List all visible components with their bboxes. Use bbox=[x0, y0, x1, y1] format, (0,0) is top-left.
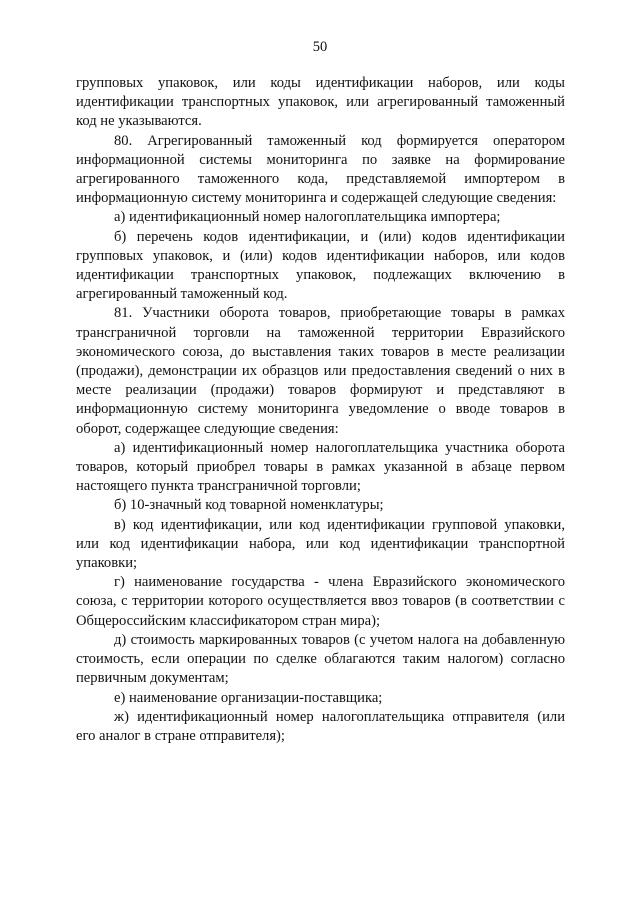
paragraph-item-81-b: б) 10-значный код товарной номенклатуры; bbox=[114, 497, 384, 514]
page-number: 50 bbox=[312, 39, 328, 55]
paragraph-item-81-zh: ж) идентификационный номер налогоплательщика отправителя (или его аналог в стране отправителя); bbox=[76, 708, 565, 744]
paragraph-item-80-a: а) идентификационный номер налогоплательщика импортера; bbox=[114, 209, 501, 226]
paragraph-item-81-e: е) наименование организации-поставщика; bbox=[114, 689, 383, 706]
paragraph-item-81: 81. Участники оборота товаров, приобретающие товары в рамках трансграничной торговли на таможенной территории Евразийского экономического союза, до выставления таких товаров в месте реализации (продажи), демонстрации их образцов или предоставления сведений о них в месте реализации (продажи) товаров формируют и представляют в информационную систему мониторинга уведомление о вводе товаров в оборот, содержащее следующие сведения: bbox=[76, 305, 565, 437]
paragraph-item-81-g: г) наименование государства - члена Евразийского экономического союза, с территории которого осуществляется ввоз товаров (в соответствии с Общероссийским классификатором стран мира); bbox=[76, 574, 565, 629]
paragraph-item-81-a: а) идентификационный номер налогоплательщика участника оборота товаров, который приобрел товары в рамках указанной в абзаце первом настоящего пункта трансграничной торговли; bbox=[76, 439, 565, 495]
paragraph-item-80: 80. Агрегированный таможенный код формируется оператором информационной системы мониторинга по заявке на формирование агрегированного таможенного кода, представляемой импортером в информационную систему мониторинга и содержащей следующие сведения: bbox=[76, 132, 565, 207]
document-body bbox=[76, 74, 565, 746]
paragraph-continuation: групповых упаковок, или коды идентификации наборов, или коды идентификации транспортных упаковок, или агрегированный таможенный код не указываются. bbox=[76, 75, 565, 130]
paragraph-item-80-b: б) перечень кодов идентификации, и (или) кодов идентификации групповых упаковок, и (или) кодов идентификации наборов, или кодов идентификации транспортных упаковок, подлежащих включению в агрегированный таможенный код. bbox=[76, 228, 565, 303]
paragraph-item-81-d: д) стоимость маркированных товаров (с учетом налога на добавленную стоимость, если операции по сделке облагаются таким налогом) согласно первичным документам; bbox=[76, 631, 565, 687]
paragraph-item-81-v: в) код идентификации, или код идентификации групповой упаковки, или код идентификации набора, или код идентификации транспортной упаковки; bbox=[76, 516, 565, 572]
